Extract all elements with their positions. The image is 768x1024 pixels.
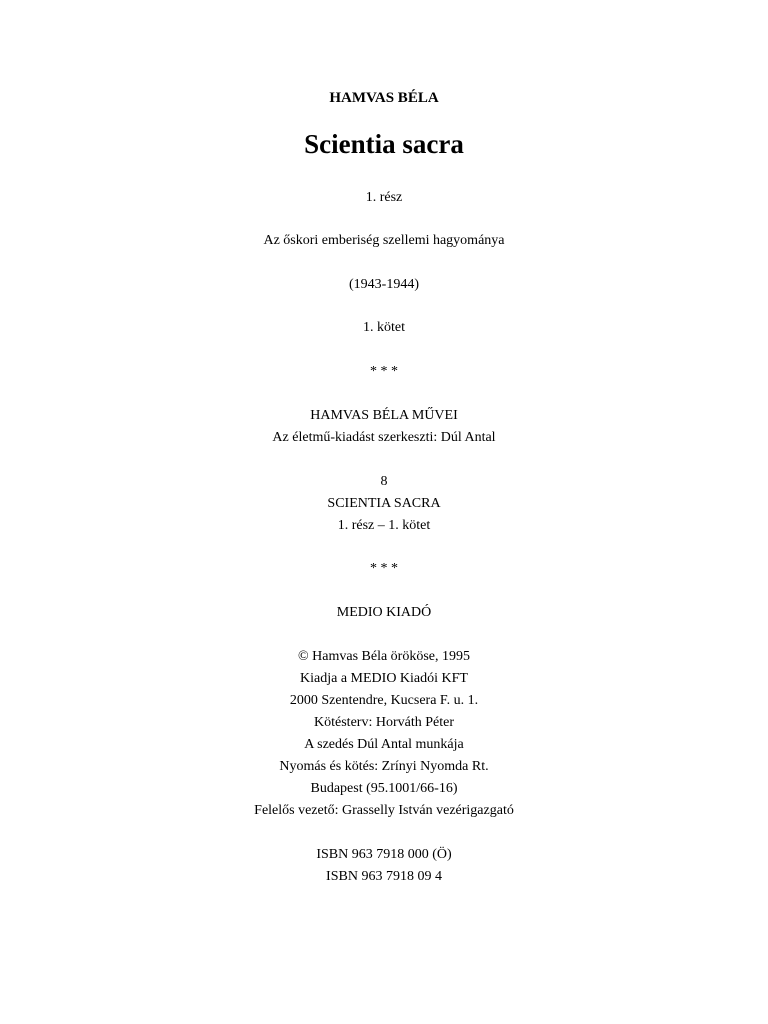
book-subtitle: Az őskori emberiség szellemi hagyománya [263,233,505,248]
series-name: HAMVAS BÉLA MŰVEI [310,408,458,423]
author-name: HAMVAS BÉLA [329,90,439,106]
years: (1943-1944) [349,277,419,292]
printing-line: Nyomás és kötés: Zrínyi Nyomda Rt. [279,759,489,774]
series-number: 8 [380,474,388,489]
separator: * * * [370,364,398,379]
isbn-line: ISBN 963 7918 000 (Ö) [316,847,452,862]
isbn-line: ISBN 963 7918 09 4 [326,869,442,884]
cover-design-line: Kötésterv: Horváth Péter [314,715,454,730]
part-label: 1. rész [365,190,403,205]
print-reference-line: Budapest (95.1001/66-16) [310,781,458,796]
typesetting-line: A szedés Dúl Antal munkája [304,737,464,752]
series-part-volume: 1. rész – 1. kötet [337,518,431,533]
manager-line: Felelős vezető: Grasselly István vezérigazgató [254,803,514,818]
book-title: Scientia sacra [304,129,464,159]
series-title: SCIENTIA SACRA [327,496,441,511]
series-editor: Az életmű-kiadást szerkeszti: Dúl Antal [272,430,496,445]
separator: * * * [370,561,398,576]
address-line: 2000 Szentendre, Kucsera F. u. 1. [289,693,479,708]
copyright-line: © Hamvas Béla örököse, 1995 [298,649,470,664]
publisher-name: MEDIO KIADÓ [336,605,432,620]
volume-label: 1. kötet [363,320,405,335]
published-by-line: Kiadja a MEDIO Kiadói KFT [300,671,468,686]
